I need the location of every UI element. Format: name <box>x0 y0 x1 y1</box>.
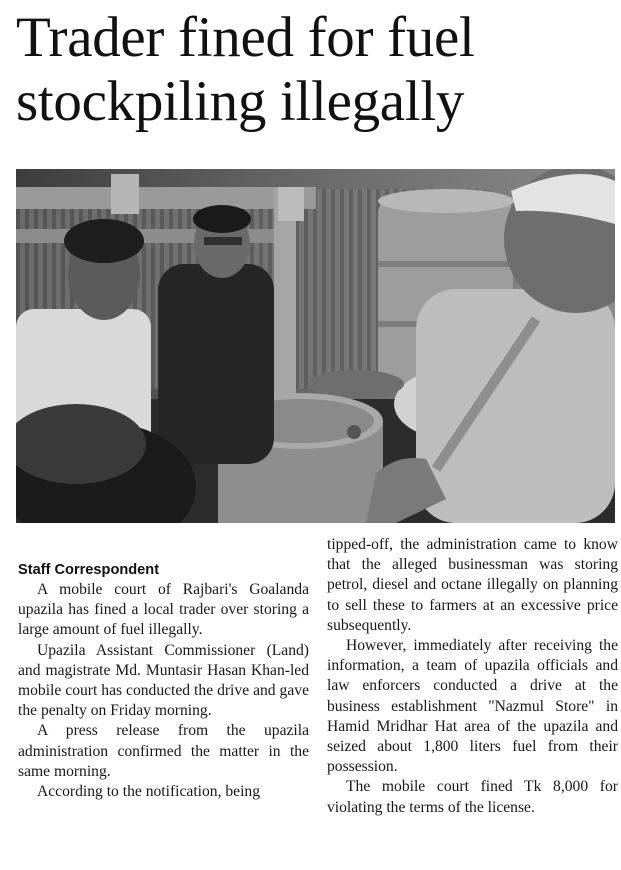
byline: Staff Correspondent <box>18 562 160 578</box>
paragraph: A mobile court of Rajbari's Goalanda upazila has fined a local trader over storing a large amount of fuel illegally. <box>18 581 309 639</box>
paragraph: According to the notification, being <box>37 783 261 801</box>
headline: Trader fined for fuel stockpiling illegally <box>16 6 475 133</box>
paragraph: However, immediately after receiving the information, a team of upazila officials and law enforcers conducted a drive at the business establishment "Nazmul Store" in Hamid Mridhar Hat area of the upazila and seized about 1,800 liters fuel from their possession. <box>327 637 618 776</box>
paragraph: tipped-off, the administration came to know that the alleged businessman was storing petrol, diesel and octane illegally on planning to sell these to farmers at an excessive price subsequently. <box>327 536 618 634</box>
article-column-right <box>327 535 618 818</box>
paragraph: The mobile court fined Tk 8,000 for violating the terms of the license. <box>327 778 618 816</box>
article-column-left <box>18 535 309 802</box>
paragraph: Upazila Assistant Commissioner (Land) and magistrate Md. Muntasir Hasan Khan-led mobile court has conducted the drive and gave the penalty on Friday morning. <box>18 641 309 720</box>
news-photo <box>16 169 615 523</box>
paragraph: A press release from the upazila administration confirmed the matter in the same morning. <box>18 722 309 780</box>
